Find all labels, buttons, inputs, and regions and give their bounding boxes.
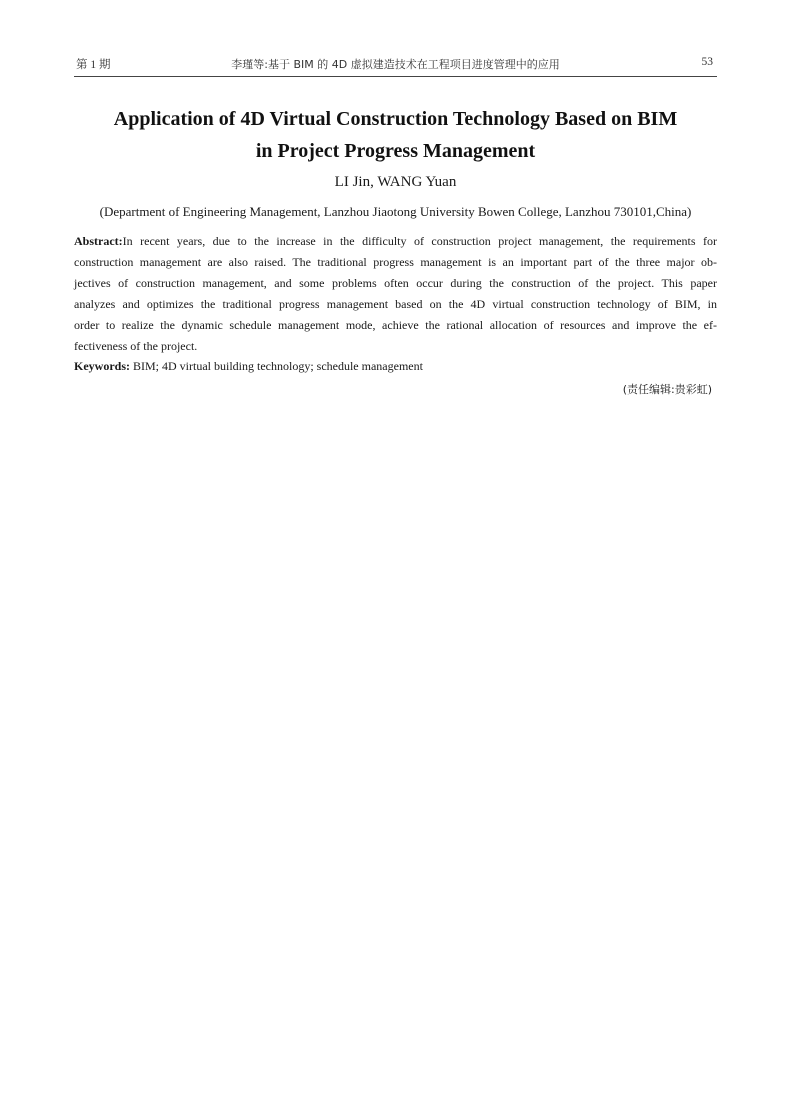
author-affiliation: (Department of Engineering Management, Lanzhou Jiaotong University Bowen College, Lanzhou 730101,China) (99, 204, 692, 219)
keywords (74, 356, 717, 377)
abstract-line: order to realize the dynamic schedule management mode, achieve the rational allocation of resources and improve the ef- (74, 318, 717, 332)
abstract-line: construction management are also raised. The traditional progress management is an important part of the three major ob- (74, 255, 717, 269)
issue-number: 第 1 期 (76, 59, 111, 71)
author-list: LI Jin, WANG Yuan (334, 174, 457, 190)
keywords-text: BIM; 4D virtual building technology; schedule management (130, 359, 423, 373)
paper-title-line-1: Application of 4D Virtual Construction Technology Based on BIM (113, 108, 678, 130)
running-header (74, 56, 717, 74)
abstract-line: jectives of construction management, and some problems often occur during the construction of the project. This paper (74, 276, 717, 290)
abstract-text: In recent years, due to the increase in the difficulty of construction project management, the requirements for (122, 234, 717, 248)
editor-note: (责任编辑:贵彩虹) (622, 383, 712, 396)
abstract (74, 231, 717, 357)
page-number: 53 (701, 56, 713, 68)
abstract-line: analyzes and optimizes the traditional progress management based on the 4D virtual construction technology of BIM, in (74, 297, 717, 311)
abstract-line: fectiveness of the project. (74, 339, 198, 353)
keywords-label: Keywords: (74, 359, 130, 373)
paper-title (74, 103, 717, 167)
abstract-label: Abstract: (74, 234, 123, 248)
running-title: 李瑾等:基于 BIM 的 4D 虚拟建造技术在工程项目进度管理中的应用 (231, 58, 560, 71)
paper-title-line-2: in Project Progress Management (255, 140, 536, 162)
header-divider (74, 76, 717, 77)
abstract-line (74, 231, 717, 252)
